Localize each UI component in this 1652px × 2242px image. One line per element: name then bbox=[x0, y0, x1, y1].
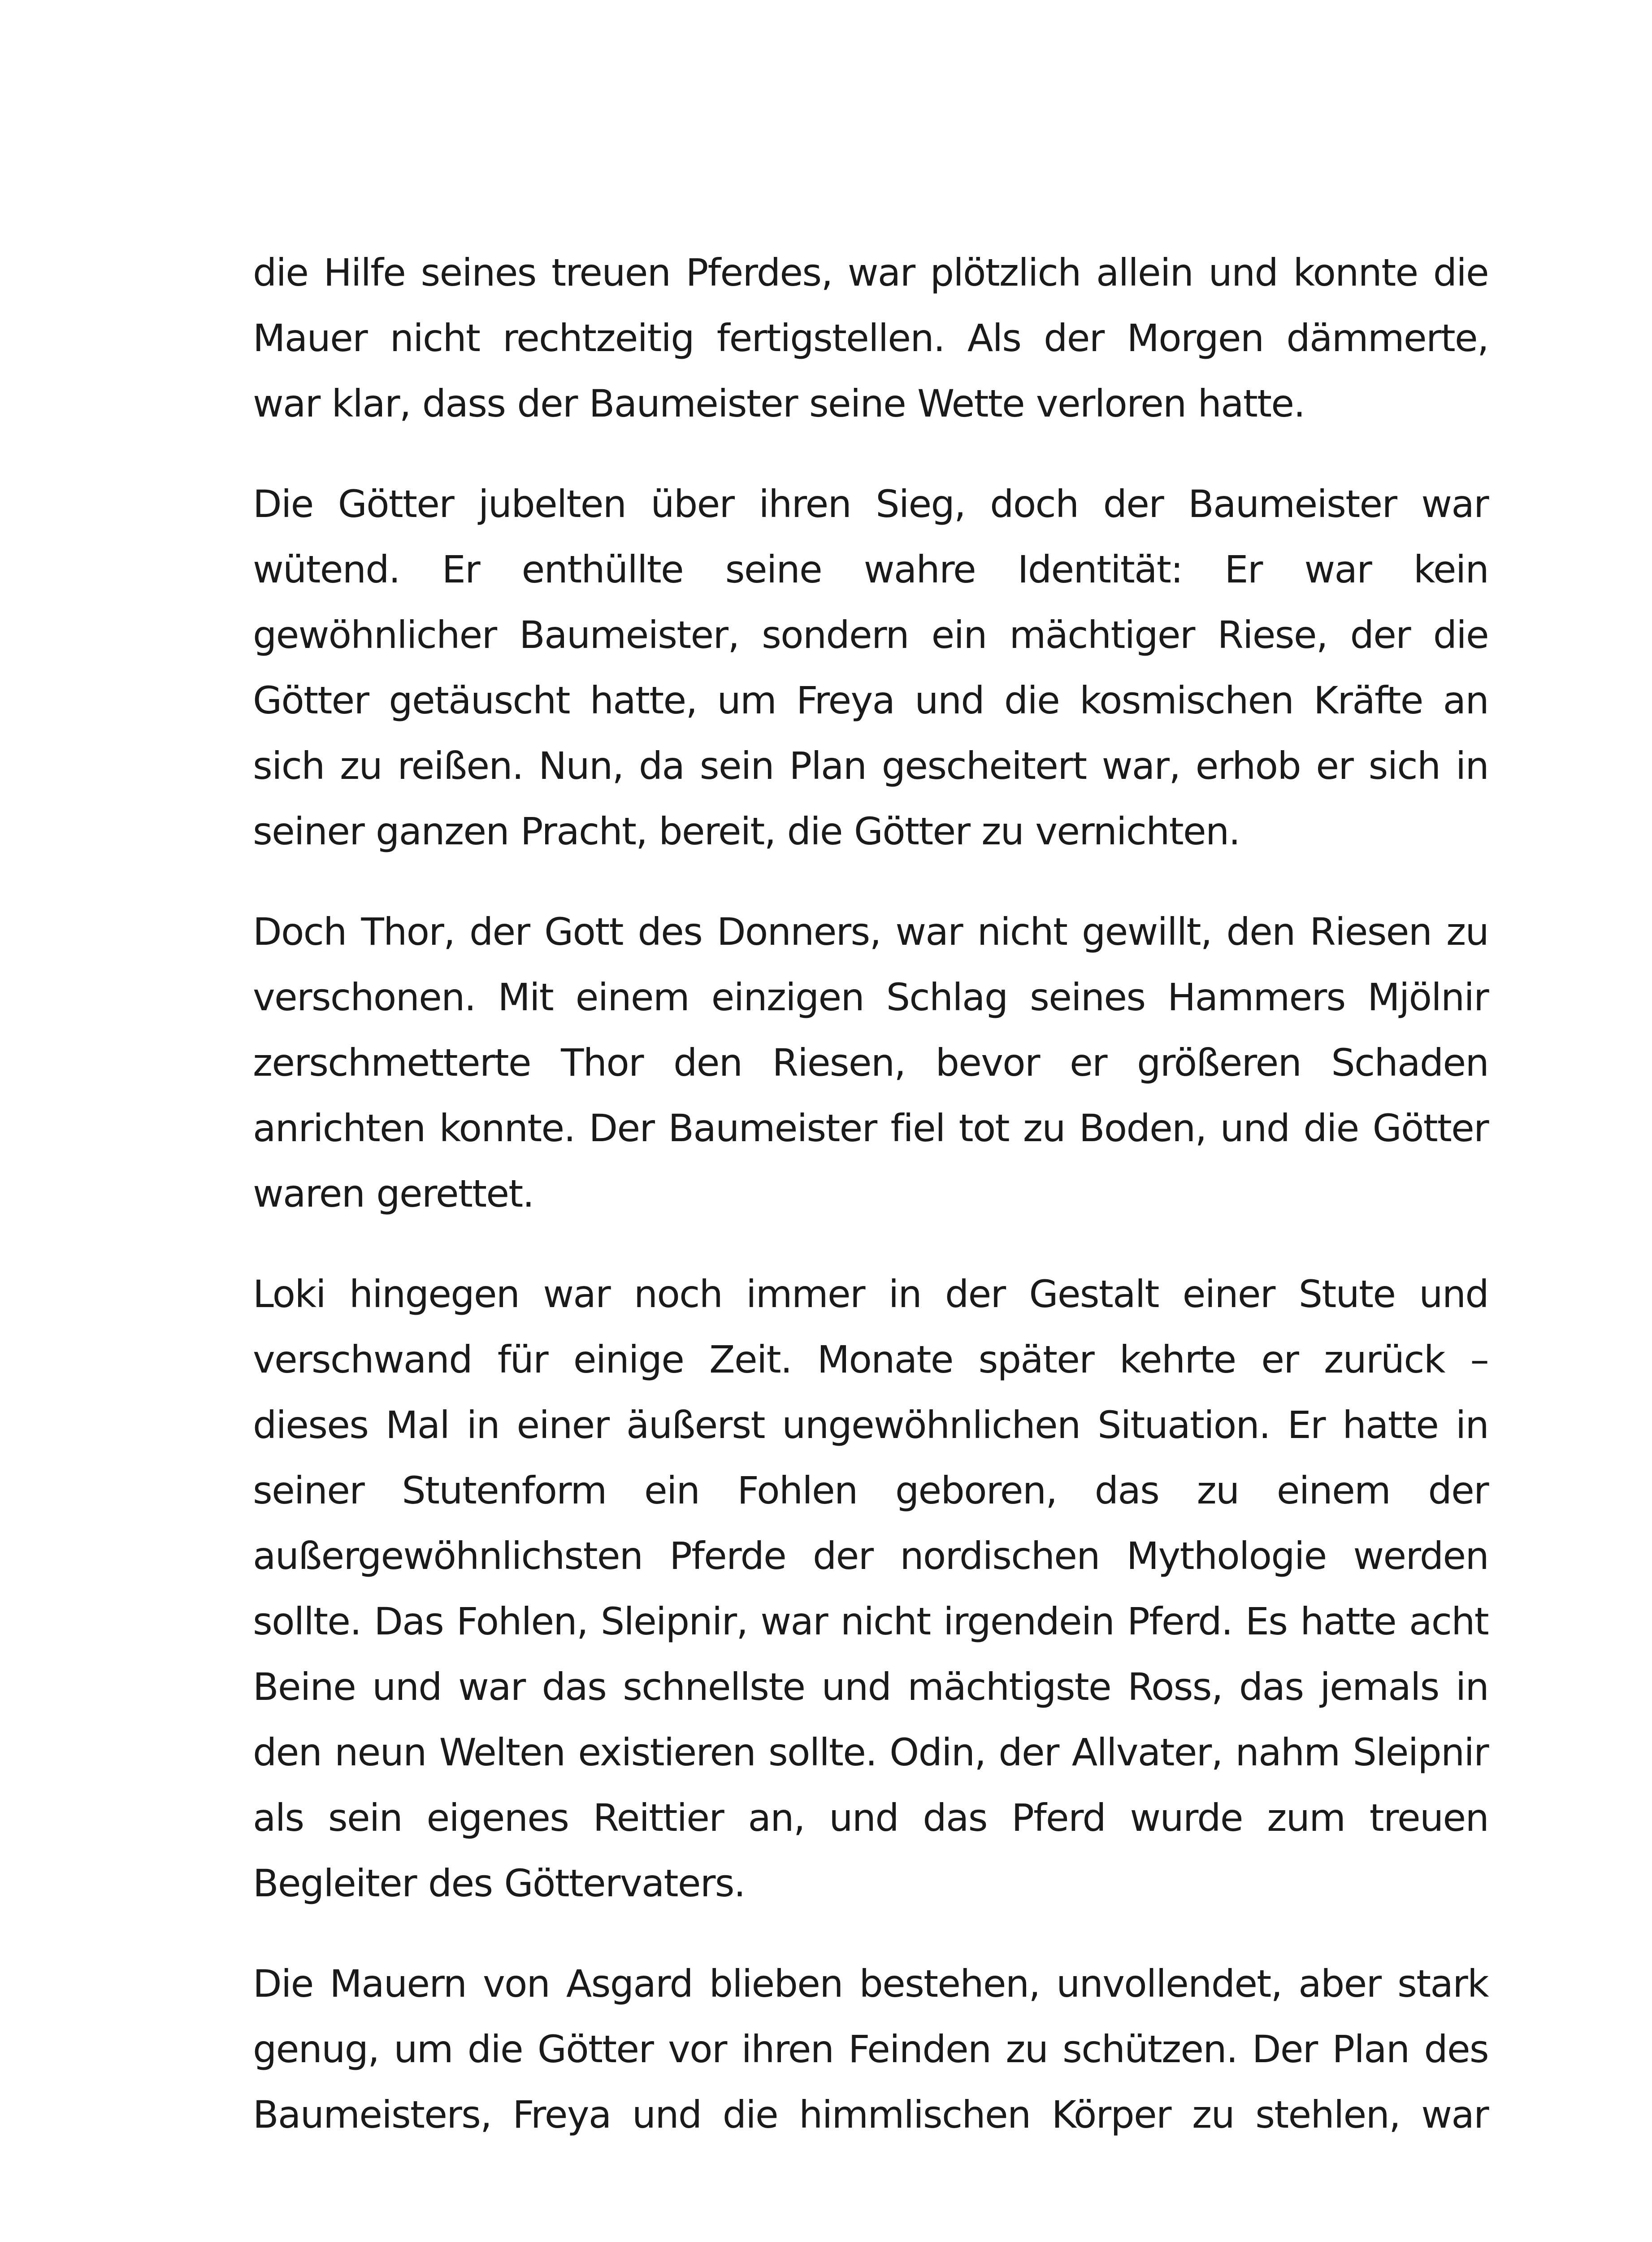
paragraph-1: die Hilfe seines treuen Pferdes, war plötzlich allein und konnte die Mauer nicht rechtzeitig fertigstellen. Als der Morgen dämmerte, war klar, dass der Baumeister seine Wette verloren hatte. bbox=[253, 251, 1488, 426]
body-text bbox=[253, 240, 1488, 2182]
paragraph-5: Die Mauern von Asgard blieben bestehen, unvollendet, aber stark genug, um die Götter vor ihren Feinden zu schützen. Der Plan des Baumeisters, Freya und die himmlischen Körper zu stehlen, war bbox=[253, 1962, 1488, 2137]
paragraph-2: Die Götter jubelten über ihren Sieg, doch der Baumeister war wütend. Er enthüllte seine wahre Identität: Er war kein gewöhnlicher Baumeister, sondern ein mächtiger Riese, der die Götter getäuscht hatte, um Freya und die kosmischen Kräfte an sich zu reißen. Nun, da sein Plan gescheitert war, erhob er sich in seiner ganzen Pracht, bereit, die Götter zu vernichten. bbox=[253, 482, 1488, 853]
paragraph-4: Loki hingegen war noch immer in der Gestalt einer Stute und verschwand für einige Zeit. Monate später kehrte er zurück – dieses Mal in einer äußerst ungewöhnlichen Situation. Er hatte in seiner Stutenform ein Fohlen geboren, das zu einem der außergewöhnlichsten Pferde der nordischen Mythologie werden sollte. Das Fohlen, Sleipnir, war nicht irgendein Pferd. Es hatte acht Beine und war das schnellste und mächtigste Ross, das jemals in den neun Welten existieren sollte. Odin, der Allvater, nahm Sleipnir als sein eigenes Reittier an, und das Pferd wurde zum treuen Begleiter des Göttervaters. bbox=[253, 1272, 1488, 1905]
paragraph-3: Doch Thor, der Gott des Donners, war nicht gewillt, den Riesen zu verschonen. Mit einem einzigen Schlag seines Hammers Mjölnir zerschmetterte Thor den Riesen, bevor er größeren Schaden anrichten konnte. Der Baumeister fiel tot zu Boden, und die Götter waren gerettet. bbox=[253, 910, 1488, 1216]
